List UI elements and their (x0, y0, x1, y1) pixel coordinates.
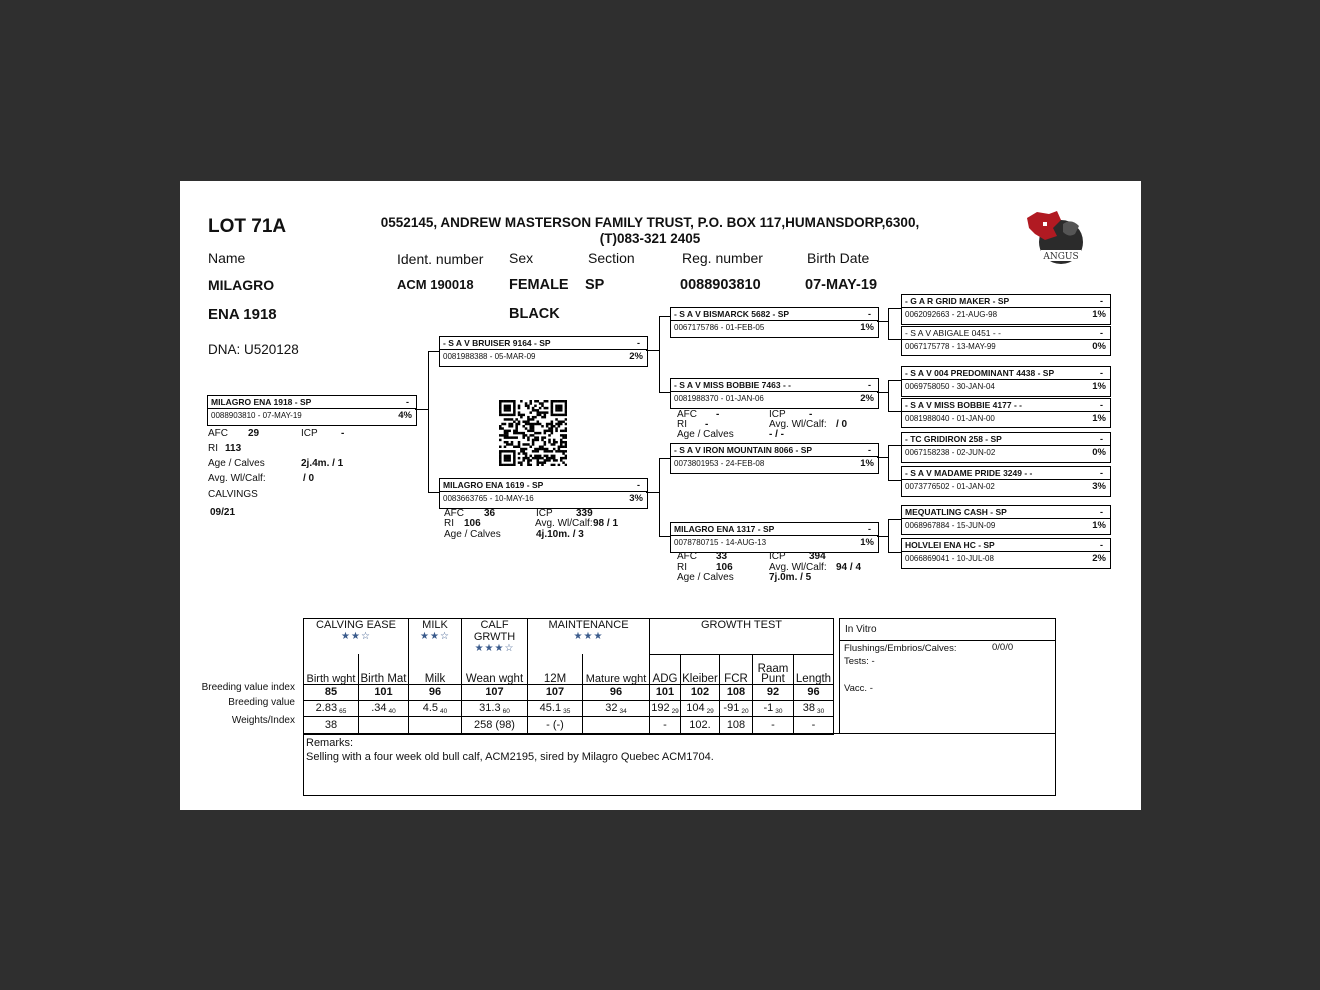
pedigree-certificate (180, 181, 1141, 810)
gp4-age: 7j.0m. / 5 (769, 572, 812, 583)
breeding-value-cell (304, 700, 359, 716)
ident-value: ACM 190018 (397, 277, 474, 292)
accuracy: 60 (502, 707, 510, 715)
ggp1-dash: - (1100, 296, 1103, 306)
ggp7-name: MEQUATLING CASH - SP (905, 507, 1007, 517)
subject-box (207, 395, 417, 426)
dam-ri: 106 (464, 518, 481, 529)
ggp5-dash: - (1100, 434, 1103, 444)
animal-name-1: MILAGRO (208, 277, 275, 293)
column-header: Birth wght (304, 654, 359, 684)
group-milk-label: MILK (422, 619, 448, 631)
group-growth-test (650, 619, 834, 655)
dam-dash: - (637, 480, 640, 490)
dam-icp-label: ICP (536, 508, 553, 519)
reg-header: Reg. number (682, 250, 763, 266)
calving-ease-stars: ★★☆ (341, 631, 371, 642)
ggp3-pct: 1% (1092, 381, 1106, 392)
weight-index-cell: 38 (304, 716, 359, 734)
tests-value: Tests: - (844, 656, 875, 667)
gp2-ri-label: RI (677, 419, 687, 430)
weight-index-cell: - (753, 716, 794, 734)
gp2-ri: - (705, 419, 709, 430)
subject-pct: 4% (398, 410, 412, 421)
dam-age-label: Age / Calves (444, 529, 501, 540)
calvings-value: 09/21 (210, 507, 236, 518)
breeding-value-cell (650, 700, 681, 716)
breeding-value-cell (359, 700, 409, 716)
dam-age: 4j.10m. / 3 (536, 529, 584, 540)
breeding-value: -1 (763, 701, 774, 714)
group-calving-ease (304, 619, 409, 655)
gp4-afc: 33 (716, 551, 728, 562)
gp2-age-label: Age / Calves (677, 429, 734, 440)
column-header: ADG (650, 654, 681, 684)
grandparent-box-1 (670, 307, 879, 338)
great-grandparent-box-3 (901, 366, 1111, 397)
dam-icp: 339 (576, 508, 593, 519)
breeding-value-cell (794, 700, 834, 716)
gp3-name: - S A V IRON MOUNTAIN 8066 - SP (674, 445, 813, 455)
index-cell: 96 (409, 684, 462, 700)
sire-pct: 2% (629, 351, 643, 362)
ggp5-name: - TC GRIDIRON 258 - SP (905, 434, 1002, 444)
birth-value: 07-MAY-19 (805, 277, 878, 293)
ggp7-pct: 1% (1092, 520, 1106, 531)
weight-index-cell (583, 716, 650, 734)
accuracy: 40 (388, 707, 396, 715)
gp2-wt: / 0 (836, 419, 848, 430)
ggp8-name: HOLVLEI ENA HC - SP (905, 540, 995, 550)
remarks-label: Remarks: (306, 737, 354, 749)
lot-number: LOT 71A (208, 216, 287, 237)
index-cell: 101 (650, 684, 681, 700)
remarks-box (303, 733, 1056, 796)
gp4-icp: 394 (809, 551, 826, 562)
gp1-name: - S A V BISMARCK 5682 - SP (674, 309, 790, 319)
breeding-value: .34 (371, 701, 387, 714)
gp4-afc-label: AFC (677, 551, 697, 562)
row-label-index: Breeding value index (201, 682, 295, 693)
gp2-pct: 2% (860, 393, 874, 404)
weight-index-cell: 102. (681, 716, 720, 734)
vacc-value: Vacc. - (844, 683, 873, 694)
column-header: Birth Mat (359, 654, 409, 684)
sire-dash: - (637, 338, 640, 348)
column-header: Raam Punt (753, 654, 794, 684)
subject-icp: - (341, 428, 345, 439)
gp4-pct: 1% (860, 537, 874, 548)
gp2-wt-label: Avg. Wl/Calf: (769, 419, 827, 430)
gp2-icp-label: ICP (769, 409, 786, 420)
gp2-name: - S A V MISS BOBBIE 7463 - - (674, 380, 791, 390)
index-cell: 101 (359, 684, 409, 700)
weight-index-cell (409, 716, 462, 734)
gp1-pct: 1% (860, 322, 874, 333)
birth-header: Birth Date (807, 250, 870, 266)
index-cell: 96 (794, 684, 834, 700)
ggp1-name: - G A R GRID MAKER - SP (905, 296, 1010, 306)
gp3-dash: - (868, 445, 871, 455)
breeding-value: -91 (723, 701, 740, 714)
angus-logo (1023, 208, 1087, 266)
group-growth-test-label: GROWTH TEST (700, 619, 783, 631)
subject-ri-label: RI (208, 443, 218, 454)
accuracy: 34 (619, 707, 627, 715)
accuracy: 30 (775, 707, 783, 715)
accuracy: 30 (817, 707, 825, 715)
group-maintenance-label: MAINTENANCE (548, 619, 629, 631)
index-cell: 85 (304, 684, 359, 700)
weight-index-cell: - (650, 716, 681, 734)
sire-name: - S A V BRUISER 9164 - SP (443, 338, 551, 348)
gp4-name: MILAGRO ENA 1317 - SP (674, 524, 775, 534)
weight-index-cell: - (-) (528, 716, 583, 734)
gp2-icp: - (809, 409, 813, 420)
index-cell: 92 (753, 684, 794, 700)
remarks-text: Selling with a four week old bull calf, ACM2195, sired by Milagro Quebec ACM1704. (306, 751, 714, 763)
breeding-value-table (303, 618, 834, 735)
accuracy: 35 (563, 707, 571, 715)
dam-reg: 0083663765 - 10-MAY-16 (443, 494, 534, 503)
dam-name: MILAGRO ENA 1619 - SP (443, 480, 544, 490)
animal-name-2: ENA 1918 (208, 306, 277, 323)
ggp4-name: - S A V MISS BOBBIE 4177 - - (905, 400, 1022, 410)
great-grandparent-box-8 (901, 538, 1111, 569)
subject-ri: 113 (225, 443, 242, 454)
logo-text: ANGUS (1043, 252, 1079, 262)
accuracy: 29 (671, 707, 679, 715)
breeding-value-cell (528, 700, 583, 716)
subject-afc-label: AFC (208, 428, 228, 439)
calf-growth-stars: ★★★☆ (474, 643, 515, 654)
ggp2-dash: - (1100, 328, 1103, 338)
gp3-reg: 0073801953 - 24-FEB-08 (674, 459, 765, 468)
gp2-reg: 0081988370 - 01-JAN-06 (674, 394, 764, 403)
ggp6-pct: 3% (1092, 481, 1106, 492)
in-vitro-box (839, 618, 1056, 734)
ggp7-reg: 0068967884 - 15-JUN-09 (905, 521, 996, 530)
ggp6-name: - S A V MADAME PRIDE 3249 - - (905, 468, 1033, 478)
grandparent-box-4 (670, 522, 879, 553)
weight-index-cell: 108 (720, 716, 753, 734)
dam-pct: 3% (629, 493, 643, 504)
sire-box (439, 336, 648, 367)
breeding-value: 31.3 (479, 701, 501, 714)
group-calving-ease-label: CALVING EASE (316, 619, 396, 631)
index-cell: 107 (462, 684, 528, 700)
index-cell: 96 (583, 684, 650, 700)
index-cell: 107 (528, 684, 583, 700)
column-header: Mature wght (583, 654, 650, 684)
gp2-afc-label: AFC (677, 409, 697, 420)
ggp4-reg: 0081988040 - 01-JAN-00 (905, 414, 995, 423)
group-maintenance (528, 619, 650, 655)
breeding-value: 38 (802, 701, 815, 714)
accuracy: 29 (706, 707, 714, 715)
breeding-value-cell (720, 700, 753, 716)
ggp2-name: - S A V ABIGALE 0451 - - (905, 328, 1001, 338)
reg-value: 0088903810 (680, 277, 761, 293)
breeding-value-cell (753, 700, 794, 716)
gp4-wt: 94 / 4 (836, 562, 862, 573)
subject-wt-label: Avg. Wl/Calf: (208, 473, 266, 484)
ggp2-pct: 0% (1092, 341, 1106, 352)
ggp4-pct: 1% (1092, 413, 1106, 424)
row-label-bv: Breeding value (228, 697, 295, 708)
ident-header: Ident. number (397, 251, 484, 267)
gp3-pct: 1% (860, 458, 874, 469)
ggp8-pct: 2% (1092, 553, 1106, 564)
accuracy: 65 (339, 707, 347, 715)
group-milk (409, 619, 462, 655)
flushings-value: 0/0/0 (992, 642, 1014, 653)
column-header: FCR (720, 654, 753, 684)
section-value: SP (585, 277, 605, 293)
dam-afc-label: AFC (444, 508, 464, 519)
ggp5-pct: 0% (1092, 447, 1106, 458)
dam-wt: 98 / 1 (593, 518, 619, 529)
subject-afc: 29 (248, 428, 260, 439)
accuracy: 40 (440, 707, 448, 715)
sex-header: Sex (509, 250, 534, 266)
gp2-dash: - (868, 380, 871, 390)
ggp8-dash: - (1100, 540, 1103, 550)
great-grandparent-box-5 (901, 432, 1111, 463)
ggp1-pct: 1% (1092, 309, 1106, 320)
sex-value: FEMALE (509, 277, 569, 293)
ggp8-reg: 0066869041 - 10-JUL-08 (905, 554, 994, 563)
gp4-reg: 0078780715 - 14-AUG-13 (674, 538, 767, 547)
great-grandparent-box-1 (901, 294, 1111, 325)
dam-box (439, 478, 648, 509)
ggp4-dash: - (1100, 400, 1103, 410)
breeding-value-cell (681, 700, 720, 716)
grandparent-box-3 (670, 443, 879, 474)
ggp7-dash: - (1100, 507, 1103, 517)
column-header: Length (794, 654, 834, 684)
ggp6-reg: 0073776502 - 01-JAN-02 (905, 482, 995, 491)
in-vitro-title: In Vitro (845, 624, 877, 635)
weight-index-cell: - (794, 716, 834, 734)
section-header: Section (588, 250, 635, 266)
subject-age-label: Age / Calves (208, 458, 265, 469)
dna-value: DNA: U520128 (208, 342, 299, 357)
great-grandparent-box-6 (901, 466, 1111, 497)
gp4-age-label: Age / Calves (677, 572, 734, 583)
index-cell: 102 (681, 684, 720, 700)
gp4-icp-label: ICP (769, 551, 786, 562)
gp2-afc: - (716, 409, 720, 420)
accuracy: 20 (741, 707, 749, 715)
column-header: Wean wght (462, 654, 528, 684)
milk-stars: ★★☆ (420, 631, 450, 642)
breeding-value-cell (462, 700, 528, 716)
ggp2-reg: 0067175778 - 13-MAY-99 (905, 342, 996, 351)
ggp6-dash: - (1100, 468, 1103, 478)
gp1-reg: 0067175786 - 01-FEB-05 (674, 323, 765, 332)
dam-afc: 36 (484, 508, 496, 519)
ggp3-name: - S A V 004 PREDOMINANT 4438 - SP (905, 368, 1055, 378)
column-header: Milk (409, 654, 462, 684)
gp4-dash: - (868, 524, 871, 534)
subject-name: MILAGRO ENA 1918 - SP (211, 397, 312, 407)
grandparent-box-2 (670, 378, 879, 409)
breeding-value: 4.5 (422, 701, 439, 714)
ggp1-reg: 0062092663 - 21-AUG-98 (905, 310, 998, 319)
dam-ri-label: RI (444, 518, 454, 529)
breeding-value-cell (583, 700, 650, 716)
subject-age: 2j.4m. / 1 (301, 458, 344, 469)
index-cell: 108 (720, 684, 753, 700)
maintenance-stars: ★★★ (573, 631, 604, 642)
dam-wt-label: Avg. Wl/Calf: (535, 518, 593, 529)
group-calf-growth-label: CALF GRWTH (473, 619, 516, 643)
calvings-label: CALVINGS (208, 489, 258, 500)
subject-dash: - (406, 397, 409, 407)
row-label-weights: Weights/Index (231, 715, 295, 726)
subject-icp-label: ICP (301, 428, 318, 439)
gp1-dash: - (868, 309, 871, 319)
weight-index-cell (359, 716, 409, 734)
breeding-value: 45.1 (539, 701, 562, 714)
ggp5-reg: 0067158238 - 02-JUN-02 (905, 448, 996, 457)
column-header: 12M (528, 654, 583, 684)
name-header: Name (208, 250, 246, 266)
flushings-label: Flushings/Embrios/Calves: (844, 643, 957, 654)
qr-code (499, 400, 567, 466)
breeding-value: 2.83 (315, 701, 338, 714)
breeding-value-cell (409, 700, 462, 716)
group-calf-growth (462, 619, 528, 655)
ggp3-dash: - (1100, 368, 1103, 378)
subject-reg: 0088903810 - 07-MAY-19 (211, 411, 302, 420)
color-value: BLACK (509, 306, 560, 322)
breeding-value: 192 (651, 701, 670, 714)
subject-wt: / 0 (303, 473, 315, 484)
gp2-age: - / - (769, 429, 784, 440)
gp4-ri-label: RI (677, 562, 687, 573)
gp4-ri: 106 (716, 562, 733, 573)
gp4-wt-label: Avg. Wl/Calf: (769, 562, 827, 573)
great-grandparent-box-2 (901, 326, 1111, 356)
sire-reg: 0081988388 - 05-MAR-09 (443, 352, 536, 361)
breeding-value: 32 (605, 701, 618, 714)
weight-index-cell: 258 (98) (462, 716, 528, 734)
column-header: Kleiber (681, 654, 720, 684)
owner-address: 0552145, ANDREW MASTERSON FAMILY TRUST, P.O. BOX 117,HUMANSDORP,6300,(T)083-321 2405 (380, 215, 920, 246)
great-grandparent-box-4 (901, 398, 1111, 428)
great-grandparent-box-7 (901, 505, 1111, 535)
ggp3-reg: 0069758050 - 30-JAN-04 (905, 382, 995, 391)
breeding-value: 104 (686, 701, 705, 714)
